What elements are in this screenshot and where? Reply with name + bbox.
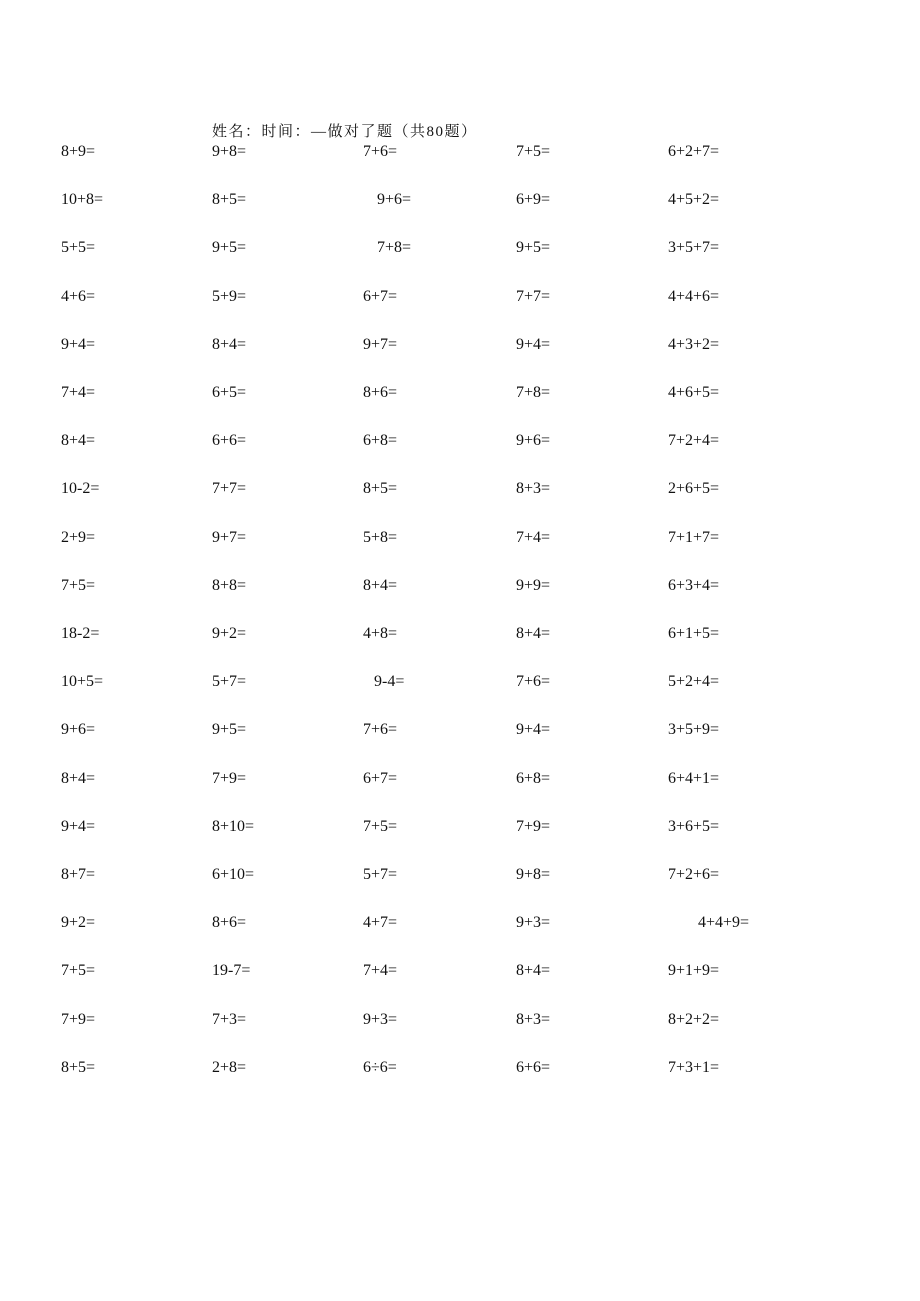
problem-cell: 8+9= — [61, 143, 96, 160]
problem-cell: 7+5= — [61, 577, 96, 594]
problem-row — [0, 625, 920, 649]
problem-cell: 9+8= — [212, 143, 247, 160]
problem-cell: 7+5= — [516, 143, 551, 160]
problem-cell: 4+7= — [363, 914, 398, 931]
problem-cell: 18-2= — [61, 625, 100, 642]
problem-cell: 9+4= — [516, 336, 551, 353]
problem-cell: 5+8= — [363, 529, 398, 546]
problem-row — [0, 239, 920, 263]
problem-cell: 9+9= — [516, 577, 551, 594]
problem-cell: 8+3= — [516, 480, 551, 497]
problem-cell: 8+6= — [363, 384, 398, 401]
problem-cell: 8+8= — [212, 577, 247, 594]
problem-cell: 9-4= — [374, 673, 405, 690]
problem-cell: 6+4+1= — [668, 770, 720, 787]
problem-cell: 5+9= — [212, 288, 247, 305]
problem-cell: 9+5= — [212, 239, 247, 256]
problem-cell: 9+4= — [516, 721, 551, 738]
problem-cell: 4+6+5= — [668, 384, 720, 401]
problem-cell: 8+5= — [61, 1059, 96, 1076]
problem-cell: 7+2+4= — [668, 432, 720, 449]
problem-cell: 5+7= — [212, 673, 247, 690]
problem-cell: 9+3= — [516, 914, 551, 931]
problem-cell: 19-7= — [212, 962, 251, 979]
problem-cell: 9+7= — [363, 336, 398, 353]
problem-cell: 7+4= — [516, 529, 551, 546]
problem-row — [0, 577, 920, 601]
problem-cell: 8+2+2= — [668, 1011, 720, 1028]
problem-cell: 7+7= — [212, 480, 247, 497]
problem-cell: 8+4= — [516, 962, 551, 979]
problem-row — [0, 770, 920, 794]
problem-cell: 6+8= — [516, 770, 551, 787]
problem-cell: 8+5= — [212, 191, 247, 208]
problem-row — [0, 1059, 920, 1083]
problem-cell: 7+5= — [61, 962, 96, 979]
problem-cell: 8+4= — [61, 432, 96, 449]
problem-cell: 8+4= — [212, 336, 247, 353]
problem-cell: 9+5= — [516, 239, 551, 256]
problem-row — [0, 384, 920, 408]
problem-cell: 9+5= — [212, 721, 247, 738]
problem-cell: 6+6= — [516, 1059, 551, 1076]
problem-cell: 6+8= — [363, 432, 398, 449]
problem-cell: 7+6= — [363, 721, 398, 738]
problem-row — [0, 866, 920, 890]
problem-cell: 6+7= — [363, 288, 398, 305]
problem-cell: 7+1+7= — [668, 529, 720, 546]
problem-cell: 5+2+4= — [668, 673, 720, 690]
problem-cell: 4+6= — [61, 288, 96, 305]
problem-cell: 4+4+9= — [698, 914, 750, 931]
problem-row — [0, 432, 920, 456]
problem-cell: 7+6= — [516, 673, 551, 690]
problem-cell: 3+5+9= — [668, 721, 720, 738]
problem-cell: 7+2+6= — [668, 866, 720, 883]
problem-cell: 2+9= — [61, 529, 96, 546]
problem-cell: 6+2+7= — [668, 143, 720, 160]
problem-cell: 5+5= — [61, 239, 96, 256]
problem-cell: 3+6+5= — [668, 818, 720, 835]
problem-cell: 4+3+2= — [668, 336, 720, 353]
problem-cell: 4+4+6= — [668, 288, 720, 305]
worksheet-header: 姓名：时间：—做对了题（共80题） — [212, 124, 478, 140]
problem-cell: 6+9= — [516, 191, 551, 208]
problem-cell: 7+7= — [516, 288, 551, 305]
problem-cell: 7+4= — [363, 962, 398, 979]
problem-cell: 7+6= — [363, 143, 398, 160]
problem-row — [0, 480, 920, 504]
problem-cell: 9+4= — [61, 336, 96, 353]
problem-row — [0, 288, 920, 312]
problem-cell: 6+1+5= — [668, 625, 720, 642]
problem-cell: 8+7= — [61, 866, 96, 883]
problem-cell: 4+8= — [363, 625, 398, 642]
problem-cell: 9+8= — [516, 866, 551, 883]
problem-cell: 7+8= — [377, 239, 412, 256]
problem-row — [0, 191, 920, 215]
problem-cell: 9+6= — [61, 721, 96, 738]
problem-cell: 7+5= — [363, 818, 398, 835]
problem-row — [0, 143, 920, 167]
problem-cell: 7+8= — [516, 384, 551, 401]
problem-row — [0, 962, 920, 986]
problem-cell: 2+6+5= — [668, 480, 720, 497]
problem-cell: 8+4= — [363, 577, 398, 594]
problem-row — [0, 1011, 920, 1035]
problem-cell: 8+5= — [363, 480, 398, 497]
problem-cell: 8+4= — [61, 770, 96, 787]
problem-cell: 7+9= — [212, 770, 247, 787]
problem-row — [0, 529, 920, 553]
problem-cell: 8+3= — [516, 1011, 551, 1028]
problem-cell: 7+3+1= — [668, 1059, 720, 1076]
problem-cell: 9+4= — [61, 818, 96, 835]
problem-cell: 9+2= — [61, 914, 96, 931]
problem-cell: 9+2= — [212, 625, 247, 642]
problem-cell: 7+9= — [516, 818, 551, 835]
problem-cell: 6+10= — [212, 866, 255, 883]
problem-cell: 7+9= — [61, 1011, 96, 1028]
problem-cell: 6+3+4= — [668, 577, 720, 594]
problem-cell: 7+4= — [61, 384, 96, 401]
problem-cell: 10+8= — [61, 191, 104, 208]
problem-row — [0, 673, 920, 697]
problem-row — [0, 818, 920, 842]
problem-cell: 9+6= — [516, 432, 551, 449]
problem-cell: 8+4= — [516, 625, 551, 642]
problem-cell: 2+8= — [212, 1059, 247, 1076]
problem-cell: 9+1+9= — [668, 962, 720, 979]
problem-cell: 3+5+7= — [668, 239, 720, 256]
problem-cell: 8+10= — [212, 818, 255, 835]
problem-row — [0, 721, 920, 745]
problem-cell: 4+5+2= — [668, 191, 720, 208]
problem-row — [0, 914, 920, 938]
problem-cell: 6+7= — [363, 770, 398, 787]
problem-cell: 7+3= — [212, 1011, 247, 1028]
problem-cell: 8+6= — [212, 914, 247, 931]
problem-cell: 6+5= — [212, 384, 247, 401]
problem-cell: 9+7= — [212, 529, 247, 546]
problem-cell: 10+5= — [61, 673, 104, 690]
problem-cell: 6÷6= — [363, 1059, 397, 1076]
problem-cell: 10-2= — [61, 480, 100, 497]
problem-cell: 6+6= — [212, 432, 247, 449]
problem-cell: 9+3= — [363, 1011, 398, 1028]
problem-cell: 9+6= — [377, 191, 412, 208]
problem-cell: 5+7= — [363, 866, 398, 883]
problem-row — [0, 336, 920, 360]
